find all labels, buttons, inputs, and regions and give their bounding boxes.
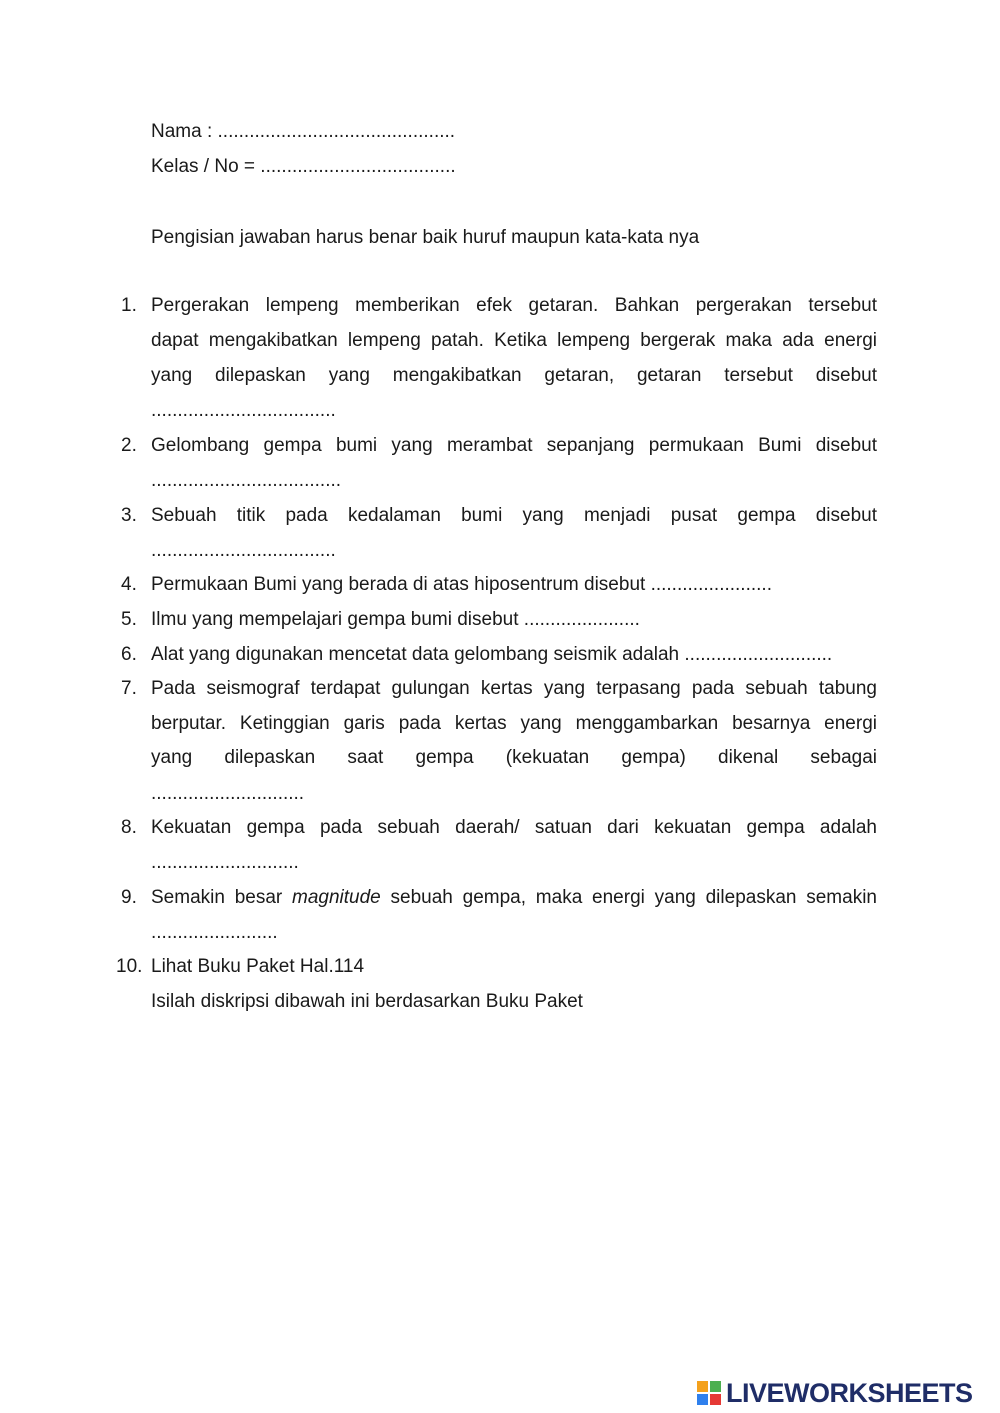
question-1-answer-blank[interactable]: ................................... (151, 400, 336, 421)
question-7-line-3: yang dilepaskan saat gempa (kekuatan gempa) dikenal sebagai (151, 747, 877, 768)
logo-block (697, 1394, 708, 1405)
question-3-line-1: Sebuah titik pada kedalaman bumi yang menjadi pusat gempa disebut (151, 505, 877, 526)
logo-blocks-icon (697, 1381, 721, 1405)
logo-block (710, 1381, 721, 1392)
logo-text: LIVEWORKSHEETS (726, 1377, 973, 1408)
question-7-line-2: berputar. Ketinggian garis pada kertas yang menggambarkan besarnya energi (151, 713, 877, 734)
question-number: 4. (121, 574, 137, 595)
question-7-answer-blank[interactable]: ............................. (151, 783, 305, 804)
question-6-text[interactable]: Alat yang digunakan mencetat data gelombang seismik adalah ............................ (151, 644, 833, 665)
instruction-text: Pengisian jawaban harus benar baik huruf maupun kata-kata nya (151, 227, 700, 248)
question-8-answer-blank[interactable]: ............................ (151, 852, 299, 873)
question-3-answer-blank[interactable]: ................................... (151, 540, 336, 561)
question-9-term: magnitude (292, 887, 381, 908)
question-number: 5. (121, 609, 137, 630)
liveworksheets-logo[interactable] (697, 1378, 973, 1408)
question-number: 8. (121, 817, 137, 838)
question-2-answer-blank[interactable]: .................................... (151, 470, 342, 491)
question-7-line-1: Pada seismograf terdapat gulungan kertas yang terpasang pada sebuah tabung (151, 678, 877, 699)
logo-block (697, 1381, 708, 1392)
question-2-line-1: Gelombang gempa bumi yang merambat sepanjang permukaan Bumi disebut (151, 435, 877, 456)
question-4-text[interactable]: Permukaan Bumi yang berada di atas hiposentrum disebut ....................... (151, 574, 772, 595)
name-field-label: Nama : ............................................. (151, 121, 456, 142)
question-10-line-2: Isilah diskripsi dibawah ini berdasarkan Buku Paket (151, 991, 583, 1012)
question-9-answer-blank[interactable]: ........................ (151, 922, 278, 943)
question-number: 7. (121, 678, 137, 699)
question-8-line-1: Kekuatan gempa pada sebuah daerah/ satuan dari kekuatan gempa adalah (151, 817, 877, 838)
logo-block (710, 1394, 721, 1405)
question-10-line-1: Lihat Buku Paket Hal.114 (151, 956, 365, 977)
question-9-text-pre: Semakin besar (151, 887, 293, 908)
question-number: 3. (121, 505, 137, 526)
question-number: 10. (116, 956, 143, 977)
question-number: 6. (121, 644, 137, 665)
question-number: 9. (121, 887, 137, 908)
question-1-line-3: yang dilepaskan yang mengakibatkan getaran, getaran tersebut disebut (151, 365, 877, 386)
question-9-text-post: sebuah gempa, maka energi yang dilepaskan semakin (380, 887, 877, 908)
class-field-label: Kelas / No = ..................................... (151, 156, 456, 177)
question-1-line-2: dapat mengakibatkan lempeng patah. Ketika lempeng bergerak maka ada energi (151, 330, 877, 351)
question-number: 1. (121, 295, 137, 316)
question-9-line-1 (151, 886, 877, 910)
question-5-text[interactable]: Ilmu yang mempelajari gempa bumi disebut ...................... (151, 609, 640, 630)
question-number: 2. (121, 435, 137, 456)
question-1-line-1: Pergerakan lempeng memberikan efek getaran. Bahkan pergerakan tersebut (151, 295, 877, 316)
